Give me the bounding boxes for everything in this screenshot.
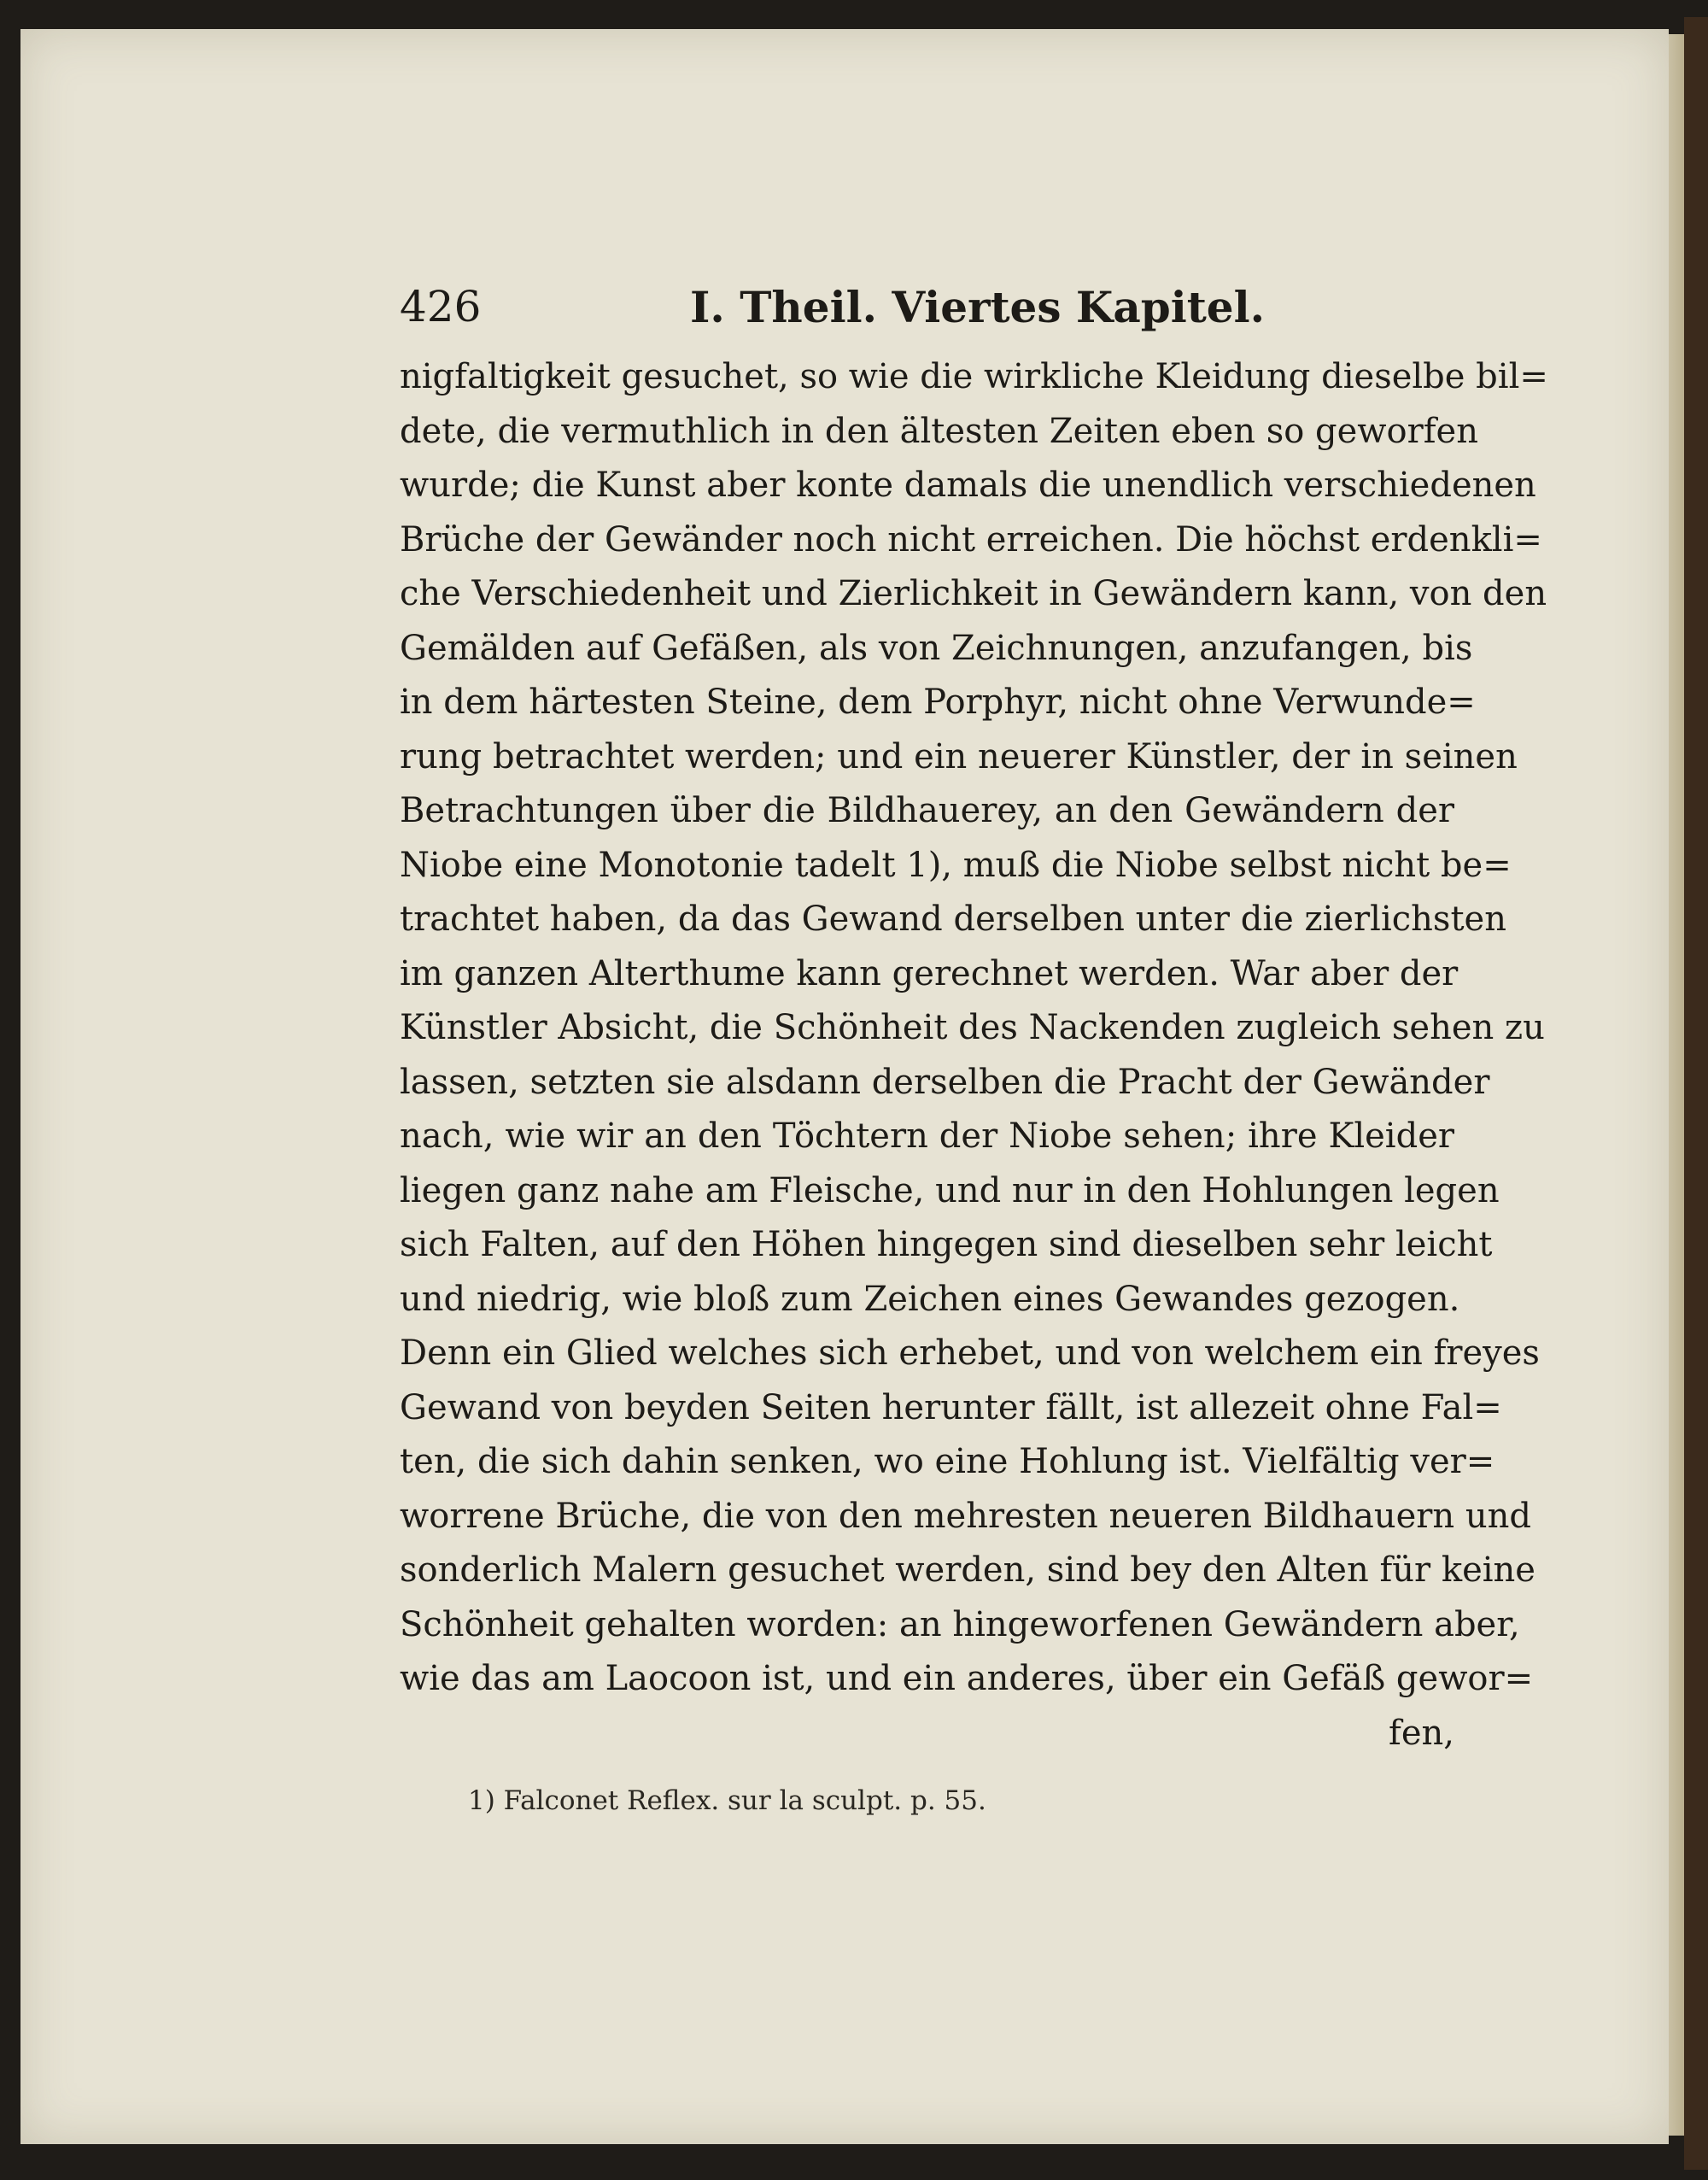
text-line: dete, die vermuthlich in den ältesten Zeiten eben so geworfen <box>400 411 1478 451</box>
text-line: Brüche der Gewänder noch nicht erreichen. Die höchst erdenkli= <box>400 519 1542 560</box>
text-line: im ganzen Alterthume kann gerechnet werden. War aber der <box>400 953 1459 993</box>
text-line: Gemälden auf Gefäßen, als von Zeichnungen, anzufangen, bis <box>400 628 1473 668</box>
text-line: trachtet haben, da das Gewand derselben unter die zierlichsten <box>400 900 1506 939</box>
text-line: sonderlich Malern gesuchet werden, sind bey den Alten für keine <box>400 1550 1535 1590</box>
text-line: Künstler Absicht, die Schönheit des Nackenden zugleich sehen zu <box>400 1008 1545 1047</box>
text-line: wie das am Laocoon ist, und ein anderes, über ein Gefäß gewor= <box>400 1659 1534 1698</box>
book-binding-edge <box>1684 17 1708 2170</box>
text-line: che Verschiedenheit und Zierlichkeit in Gewändern kann, von den <box>400 574 1547 613</box>
text-line: und niedrig, wie bloß zum Zeichen eines Gewandes gezogen. <box>400 1279 1460 1319</box>
text-line: Denn ein Glied welches sich erhebet, und von welchem ein freyes <box>400 1333 1540 1373</box>
footnote: 1) Falconet Reflex. sur la sculpt. p. 55. <box>468 1785 986 1816</box>
catchword-line: fen, <box>1389 1713 1454 1753</box>
text-line: Betrachtungen über die Bildhauerey, an den Gewändern der <box>400 791 1454 830</box>
body-text <box>400 350 1548 1761</box>
page-content <box>400 282 1548 1761</box>
text-line: liegen ganz nahe am Fleische, und nur in den Hohlungen legen <box>400 1170 1500 1210</box>
text-line: worrene Brüche, die von den mehresten neueren Bildhauern und <box>400 1496 1532 1536</box>
text-line: wurde; die Kunst aber konte damals die unendlich verschiedenen <box>400 466 1536 505</box>
text-line: Schönheit gehalten worden: an hingeworfenen Gewändern aber, <box>400 1604 1520 1644</box>
text-line: lassen, setzten sie alsdann derselben die Pracht der Gewänder <box>400 1062 1490 1102</box>
running-head <box>400 282 1454 350</box>
text-line: sich Falten, auf den Höhen hingegen sind dieselben sehr leicht <box>400 1225 1493 1264</box>
text-line: Gewand von beyden Seiten herunter fällt, ist allezeit ohne Fal= <box>400 1387 1502 1427</box>
text-line: rung betrachtet werden; und ein neuerer Künstler, der in seinen <box>400 736 1518 776</box>
running-title: I. Theil. Viertes Kapitel. <box>690 282 1266 332</box>
text-line: ten, die sich dahin senken, wo eine Hohlung ist. Vielfältig ver= <box>400 1442 1495 1481</box>
text-line: in dem härtesten Steine, dem Porphyr, nicht ohne Verwunde= <box>400 683 1476 722</box>
text-line: nigfaltigkeit gesuchet, so wie die wirkliche Kleidung dieselbe bil= <box>400 357 1548 396</box>
text-line: Niobe eine Monotonie tadelt 1), muß die Niobe selbst nicht be= <box>400 845 1512 885</box>
page-number: 426 <box>400 282 482 331</box>
text-line: nach, wie wir an den Töchtern der Niobe sehen; ihre Kleider <box>400 1116 1454 1156</box>
